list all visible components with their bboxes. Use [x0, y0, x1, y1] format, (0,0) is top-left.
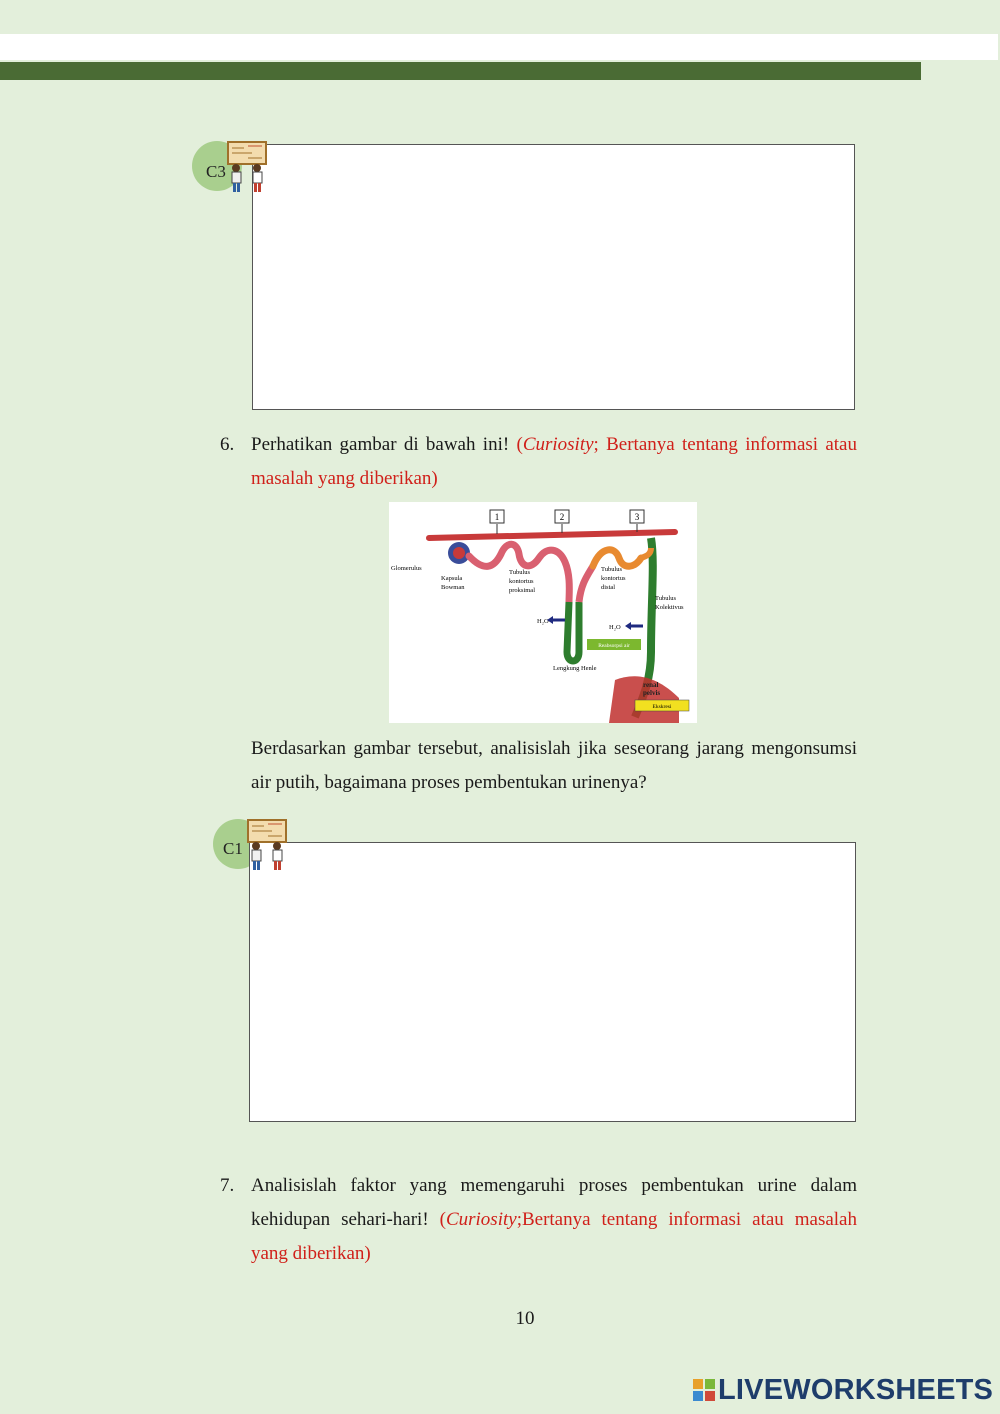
note-italic: Curiosity: [522, 434, 594, 455]
label-capsule-1: Kapsula: [441, 575, 463, 582]
level-badge-label: C3: [206, 162, 226, 181]
note-open: (: [439, 1209, 446, 1230]
question-7-text: [251, 1169, 857, 1271]
page-number: 10: [515, 1308, 535, 1329]
stage-number-1: 1: [494, 512, 500, 522]
label-pelvis-1: renal: [643, 681, 659, 689]
stage-number-3: 3: [634, 512, 640, 522]
label-water-2: H₂O: [609, 624, 621, 631]
question-7-body: Analisislah faktor yang memengaruhi proses pembentukan urine dalam kehidupan sehari-hari!: [251, 1175, 857, 1230]
note-open: (: [516, 434, 523, 455]
question-6-text: [251, 428, 857, 496]
teacher-students-icon: [222, 140, 270, 194]
label-glomerulus: Glomerulus: [391, 565, 422, 572]
question-7-number: 7.: [220, 1175, 235, 1196]
label-distal-3: distal: [601, 584, 616, 591]
question-6-body: Perhatikan gambar di bawah ini!: [251, 434, 517, 455]
note-italic: Curiosity: [445, 1209, 517, 1230]
header-green-bar: [0, 62, 921, 80]
label-proximal-2: kontortus: [509, 578, 534, 585]
label-excretion: Ekskresi: [652, 704, 672, 710]
question-6-prompt: Berdasarkan gambar tersebut, analisislah jika seseorang jarang mengonsumsi air putih, bagaimana proses pembentukan urinenya?: [251, 738, 857, 793]
answer-box-1[interactable]: [252, 144, 855, 410]
label-pelvis-2: pelvis: [643, 689, 661, 697]
brand-text: LIVEWORKSHEETS: [718, 1373, 994, 1406]
level-badge-label: C1: [223, 839, 243, 858]
label-proximal-3: proksimal: [509, 587, 535, 594]
label-loop-henle: Lengkung Henle: [553, 665, 597, 672]
note-rest: ; Bertanya tentang informasi atau masalah yang diberikan): [251, 434, 857, 489]
label-proximal-1: Tubulus: [509, 569, 531, 576]
label-reabsorption: Reabsorpsi air: [598, 643, 630, 649]
stage-number-2: 2: [559, 512, 565, 522]
label-distal-2: kontortus: [601, 575, 626, 582]
question-6-number: 6.: [220, 434, 235, 455]
label-water-1: H₂O: [537, 618, 549, 625]
teacher-students-icon: [242, 818, 290, 872]
liveworksheets-brand[interactable]: [693, 1373, 993, 1407]
liveworksheets-logo-icon: [693, 1379, 715, 1401]
nephron-figure: [389, 502, 697, 723]
note-rest: ;Bertanya tentang informasi atau masalah yang diberikan): [251, 1209, 857, 1264]
label-collecting-1: Tubulus: [655, 595, 677, 602]
header-white-strip: [0, 34, 998, 60]
label-collecting-2: Kolektivus: [655, 604, 684, 611]
answer-box-2[interactable]: [249, 842, 856, 1122]
label-distal-1: Tubulus: [601, 566, 623, 573]
label-capsule-2: Bowman: [441, 584, 465, 591]
